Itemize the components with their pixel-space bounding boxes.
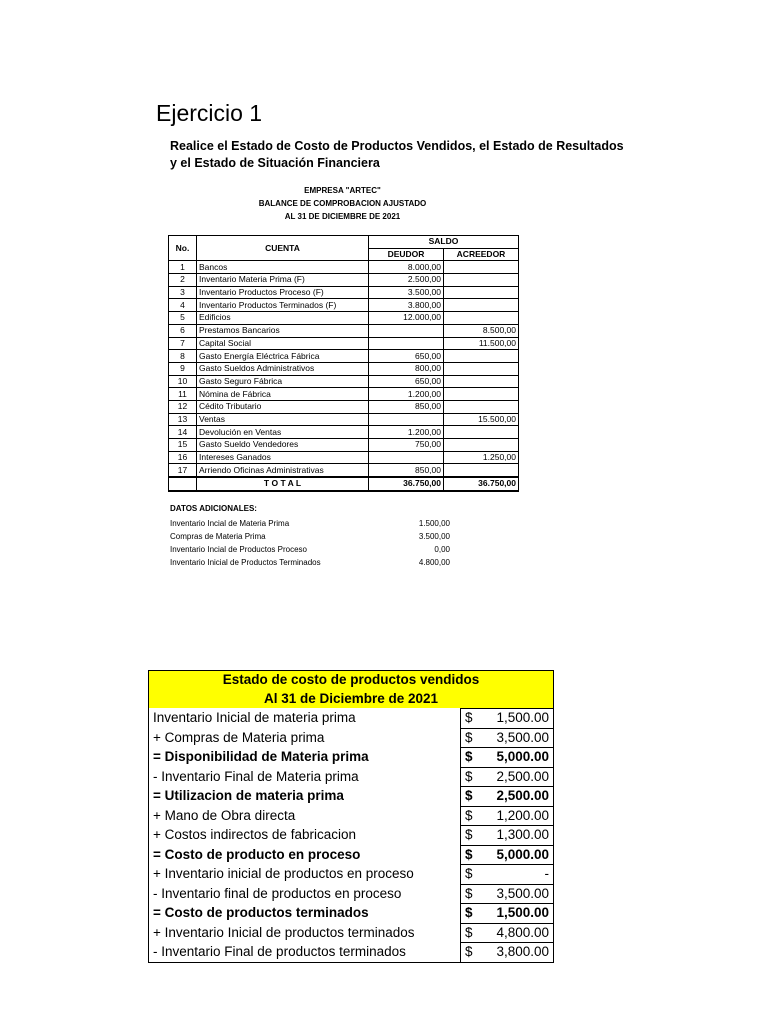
table-row bbox=[149, 748, 554, 768]
cell-cuenta: Edificios bbox=[197, 312, 369, 325]
col-header-deudor: DEUDOR bbox=[369, 248, 444, 261]
cell-deudor: 750,00 bbox=[369, 439, 444, 452]
cell-deudor bbox=[369, 324, 444, 337]
cell-acreedor bbox=[444, 388, 519, 401]
cost-line-label: + Costos indirectos de fabricacion bbox=[149, 826, 461, 846]
cell-cuenta: Devolución en Ventas bbox=[197, 426, 369, 439]
cell-no: 2 bbox=[169, 274, 197, 287]
additional-data-label: Compras de Materia Prima bbox=[170, 532, 266, 541]
cost-line-amount bbox=[461, 845, 554, 865]
cell-cuenta: Inventario Materia Prima (F) bbox=[197, 274, 369, 287]
amount-value: 5,000.00 bbox=[496, 749, 550, 765]
amount-value: 3,800.00 bbox=[496, 944, 550, 960]
cell-acreedor bbox=[444, 362, 519, 375]
table-row bbox=[149, 884, 554, 904]
table-row bbox=[149, 865, 554, 885]
additional-data-value: 0,00 bbox=[434, 545, 450, 554]
cell-cuenta: Nómina de Fábrica bbox=[197, 388, 369, 401]
cost-line-label: = Utilizacion de materia prima bbox=[149, 787, 461, 807]
cost-statement-date-row bbox=[149, 690, 554, 709]
cost-line-amount bbox=[461, 904, 554, 924]
cost-statement-date: Al 31 de Diciembre de 2021 bbox=[149, 690, 554, 709]
col-header-saldo: SALDO bbox=[369, 236, 519, 249]
table-row bbox=[149, 923, 554, 943]
cell-deudor bbox=[369, 337, 444, 350]
table-row bbox=[149, 845, 554, 865]
cell-cuenta: Arriendo Oficinas Administrativas bbox=[197, 464, 369, 477]
table-row bbox=[149, 787, 554, 807]
cell-no: 14 bbox=[169, 426, 197, 439]
list-item bbox=[170, 517, 450, 530]
cost-line-label: + Inventario Inicial de productos terminados bbox=[149, 923, 461, 943]
cell-deudor: 2.500,00 bbox=[369, 274, 444, 287]
table-row bbox=[169, 413, 519, 426]
table-row bbox=[169, 312, 519, 325]
cost-line-amount bbox=[461, 884, 554, 904]
cost-line-label: - Inventario Final de productos terminados bbox=[149, 943, 461, 963]
table-row bbox=[149, 826, 554, 846]
amount-value: - bbox=[544, 866, 550, 882]
cell-no: 17 bbox=[169, 464, 197, 477]
table-row bbox=[169, 400, 519, 413]
cost-statement-table bbox=[148, 670, 554, 963]
cost-line-label: + Inventario inicial de productos en proceso bbox=[149, 865, 461, 885]
table-row bbox=[169, 439, 519, 452]
cost-line-label: = Disponibilidad de Materia prima bbox=[149, 748, 461, 768]
cost-line-amount bbox=[461, 728, 554, 748]
amount-value: 1,300.00 bbox=[496, 827, 550, 843]
cost-line-amount bbox=[461, 826, 554, 846]
cell-cuenta: Ventas bbox=[197, 413, 369, 426]
currency-symbol: $ bbox=[465, 710, 473, 726]
additional-data-value: 4.800,00 bbox=[418, 558, 450, 567]
cost-line-label: = Costo de producto en proceso bbox=[149, 845, 461, 865]
table-row bbox=[169, 337, 519, 350]
cell-cuenta: Gasto Sueldos Administrativos bbox=[197, 362, 369, 375]
currency-symbol: $ bbox=[465, 768, 473, 784]
cell-acreedor: 11.500,00 bbox=[444, 337, 519, 350]
additional-data-label: Inventario Incial de Productos Proceso bbox=[170, 545, 307, 554]
additional-data-value: 3.500,00 bbox=[418, 532, 450, 541]
amount-value: 2,500.00 bbox=[496, 768, 550, 784]
amount-value: 3,500.00 bbox=[496, 885, 550, 901]
additional-data-heading: DATOS ADICIONALES: bbox=[170, 504, 257, 513]
cell-no: 9 bbox=[169, 362, 197, 375]
balance-table bbox=[168, 235, 519, 492]
col-header-no: No. bbox=[169, 236, 197, 261]
cell-acreedor bbox=[444, 464, 519, 477]
cell-no: 13 bbox=[169, 413, 197, 426]
cell-acreedor bbox=[444, 400, 519, 413]
table-row bbox=[149, 943, 554, 963]
total-acreedor: 36.750,00 bbox=[444, 477, 519, 491]
cell-acreedor bbox=[444, 286, 519, 299]
additional-data bbox=[170, 504, 450, 569]
balance-title: BALANCE DE COMPROBACION AJUSTADO bbox=[258, 199, 427, 208]
table-row bbox=[169, 464, 519, 477]
cell-deudor: 850,00 bbox=[369, 464, 444, 477]
instruction-line: Realice el Estado de Costo de Productos Vendidos, el Estado de Resultados bbox=[170, 139, 624, 153]
instruction-line: y el Estado de Situación Financiera bbox=[170, 156, 380, 170]
cell-cuenta: Capital Social bbox=[197, 337, 369, 350]
additional-data-label: Inventario Incial de Materia Prima bbox=[170, 519, 290, 528]
currency-symbol: $ bbox=[465, 827, 473, 843]
col-header-cuenta: CUENTA bbox=[197, 236, 369, 261]
cell-deudor: 800,00 bbox=[369, 362, 444, 375]
cell-deudor bbox=[369, 413, 444, 426]
cost-line-amount bbox=[461, 709, 554, 729]
table-row bbox=[169, 362, 519, 375]
amount-value: 1,200.00 bbox=[496, 807, 550, 823]
table-row bbox=[169, 286, 519, 299]
table-row bbox=[169, 375, 519, 388]
exercise-title: Ejercicio 1 bbox=[156, 100, 263, 126]
cost-line-label: + Compras de Materia prima bbox=[149, 728, 461, 748]
table-row bbox=[169, 388, 519, 401]
total-deudor: 36.750,00 bbox=[369, 477, 444, 491]
cell-deudor bbox=[369, 451, 444, 464]
currency-symbol: $ bbox=[465, 944, 473, 960]
cell-no: 10 bbox=[169, 375, 197, 388]
cell-no: 4 bbox=[169, 299, 197, 312]
amount-value: 3,500.00 bbox=[496, 729, 550, 745]
cell-acreedor bbox=[444, 426, 519, 439]
total-no bbox=[169, 477, 197, 491]
cost-line-amount bbox=[461, 806, 554, 826]
cell-acreedor bbox=[444, 274, 519, 287]
cost-line-label: + Mano de Obra directa bbox=[149, 806, 461, 826]
currency-symbol: $ bbox=[465, 866, 473, 882]
cell-acreedor: 8.500,00 bbox=[444, 324, 519, 337]
table-row bbox=[149, 904, 554, 924]
cell-deudor: 850,00 bbox=[369, 400, 444, 413]
cell-acreedor bbox=[444, 375, 519, 388]
currency-symbol: $ bbox=[465, 749, 473, 765]
cell-no: 5 bbox=[169, 312, 197, 325]
cell-cuenta: Intereses Ganados bbox=[197, 451, 369, 464]
table-row bbox=[149, 767, 554, 787]
cell-cuenta: Bancos bbox=[197, 261, 369, 274]
cell-acreedor bbox=[444, 299, 519, 312]
table-row bbox=[149, 728, 554, 748]
cell-deudor: 12.000,00 bbox=[369, 312, 444, 325]
additional-data-value: 1.500,00 bbox=[418, 519, 450, 528]
cost-statement-title-row bbox=[149, 671, 554, 690]
cost-line-amount bbox=[461, 767, 554, 787]
currency-symbol: $ bbox=[465, 729, 473, 745]
currency-symbol: $ bbox=[465, 905, 473, 921]
company-name: EMPRESA "ARTEC" bbox=[304, 186, 381, 195]
cell-no: 1 bbox=[169, 261, 197, 274]
table-row bbox=[169, 274, 519, 287]
cost-line-label: = Costo de productos terminados bbox=[149, 904, 461, 924]
amount-value: 1,500.00 bbox=[496, 905, 550, 921]
cell-cuenta: Inventario Productos Proceso (F) bbox=[197, 286, 369, 299]
cell-no: 16 bbox=[169, 451, 197, 464]
currency-symbol: $ bbox=[465, 807, 473, 823]
cost-statement-title: Estado de costo de productos vendidos bbox=[149, 671, 554, 690]
cell-no: 11 bbox=[169, 388, 197, 401]
cell-no: 3 bbox=[169, 286, 197, 299]
amount-value: 5,000.00 bbox=[496, 846, 550, 862]
amount-value: 2,500.00 bbox=[496, 788, 550, 804]
cost-line-label: Inventario Inicial de materia prima bbox=[149, 709, 461, 729]
cost-line-label: - Inventario Final de Materia prima bbox=[149, 767, 461, 787]
cell-acreedor: 1.250,00 bbox=[444, 451, 519, 464]
cost-line-amount bbox=[461, 923, 554, 943]
list-item bbox=[170, 556, 450, 569]
cell-cuenta: Gasto Seguro Fábrica bbox=[197, 375, 369, 388]
total-label: T O T A L bbox=[197, 477, 369, 491]
instructions bbox=[170, 138, 640, 172]
currency-symbol: $ bbox=[465, 924, 473, 940]
cell-deudor: 650,00 bbox=[369, 375, 444, 388]
balance-date: AL 31 DE DICIEMBRE DE 2021 bbox=[284, 212, 401, 221]
table-row bbox=[169, 350, 519, 363]
additional-data-label: Inventario Inicial de Productos Terminados bbox=[170, 558, 321, 567]
table-row bbox=[169, 261, 519, 274]
cell-acreedor bbox=[444, 350, 519, 363]
cell-deudor: 3.800,00 bbox=[369, 299, 444, 312]
cost-line-amount bbox=[461, 748, 554, 768]
cost-line-amount bbox=[461, 943, 554, 963]
cell-cuenta: Inventario Productos Terminados (F) bbox=[197, 299, 369, 312]
cell-no: 15 bbox=[169, 439, 197, 452]
table-row bbox=[149, 806, 554, 826]
currency-symbol: $ bbox=[465, 846, 473, 862]
table-row bbox=[149, 709, 554, 729]
table-row bbox=[169, 451, 519, 464]
amount-value: 1,500.00 bbox=[496, 710, 550, 726]
cell-cuenta: Gasto Energía Eléctrica Fábrica bbox=[197, 350, 369, 363]
cell-no: 6 bbox=[169, 324, 197, 337]
company-header bbox=[170, 184, 515, 223]
cell-no: 12 bbox=[169, 400, 197, 413]
table-row bbox=[169, 299, 519, 312]
currency-symbol: $ bbox=[465, 788, 473, 804]
cell-cuenta: Cédito Tributario bbox=[197, 400, 369, 413]
cell-deudor: 8.000,00 bbox=[369, 261, 444, 274]
cost-line-amount bbox=[461, 865, 554, 885]
cell-cuenta: Gasto Sueldo Vendedores bbox=[197, 439, 369, 452]
currency-symbol: $ bbox=[465, 885, 473, 901]
list-item bbox=[170, 530, 450, 543]
table-row bbox=[169, 426, 519, 439]
col-header-acreedor: ACREEDOR bbox=[444, 248, 519, 261]
cell-deudor: 3.500,00 bbox=[369, 286, 444, 299]
table-row bbox=[169, 324, 519, 337]
cell-acreedor bbox=[444, 312, 519, 325]
cost-line-label: - Inventario final de productos en proceso bbox=[149, 884, 461, 904]
cell-cuenta: Prestamos Bancarios bbox=[197, 324, 369, 337]
cell-no: 7 bbox=[169, 337, 197, 350]
total-row bbox=[169, 477, 519, 491]
amount-value: 4,800.00 bbox=[496, 924, 550, 940]
cost-line-amount bbox=[461, 787, 554, 807]
cell-deudor: 650,00 bbox=[369, 350, 444, 363]
cell-acreedor bbox=[444, 261, 519, 274]
cell-acreedor: 15.500,00 bbox=[444, 413, 519, 426]
cell-deudor: 1.200,00 bbox=[369, 388, 444, 401]
cell-no: 8 bbox=[169, 350, 197, 363]
cell-deudor: 1.200,00 bbox=[369, 426, 444, 439]
list-item bbox=[170, 543, 450, 556]
cell-acreedor bbox=[444, 439, 519, 452]
